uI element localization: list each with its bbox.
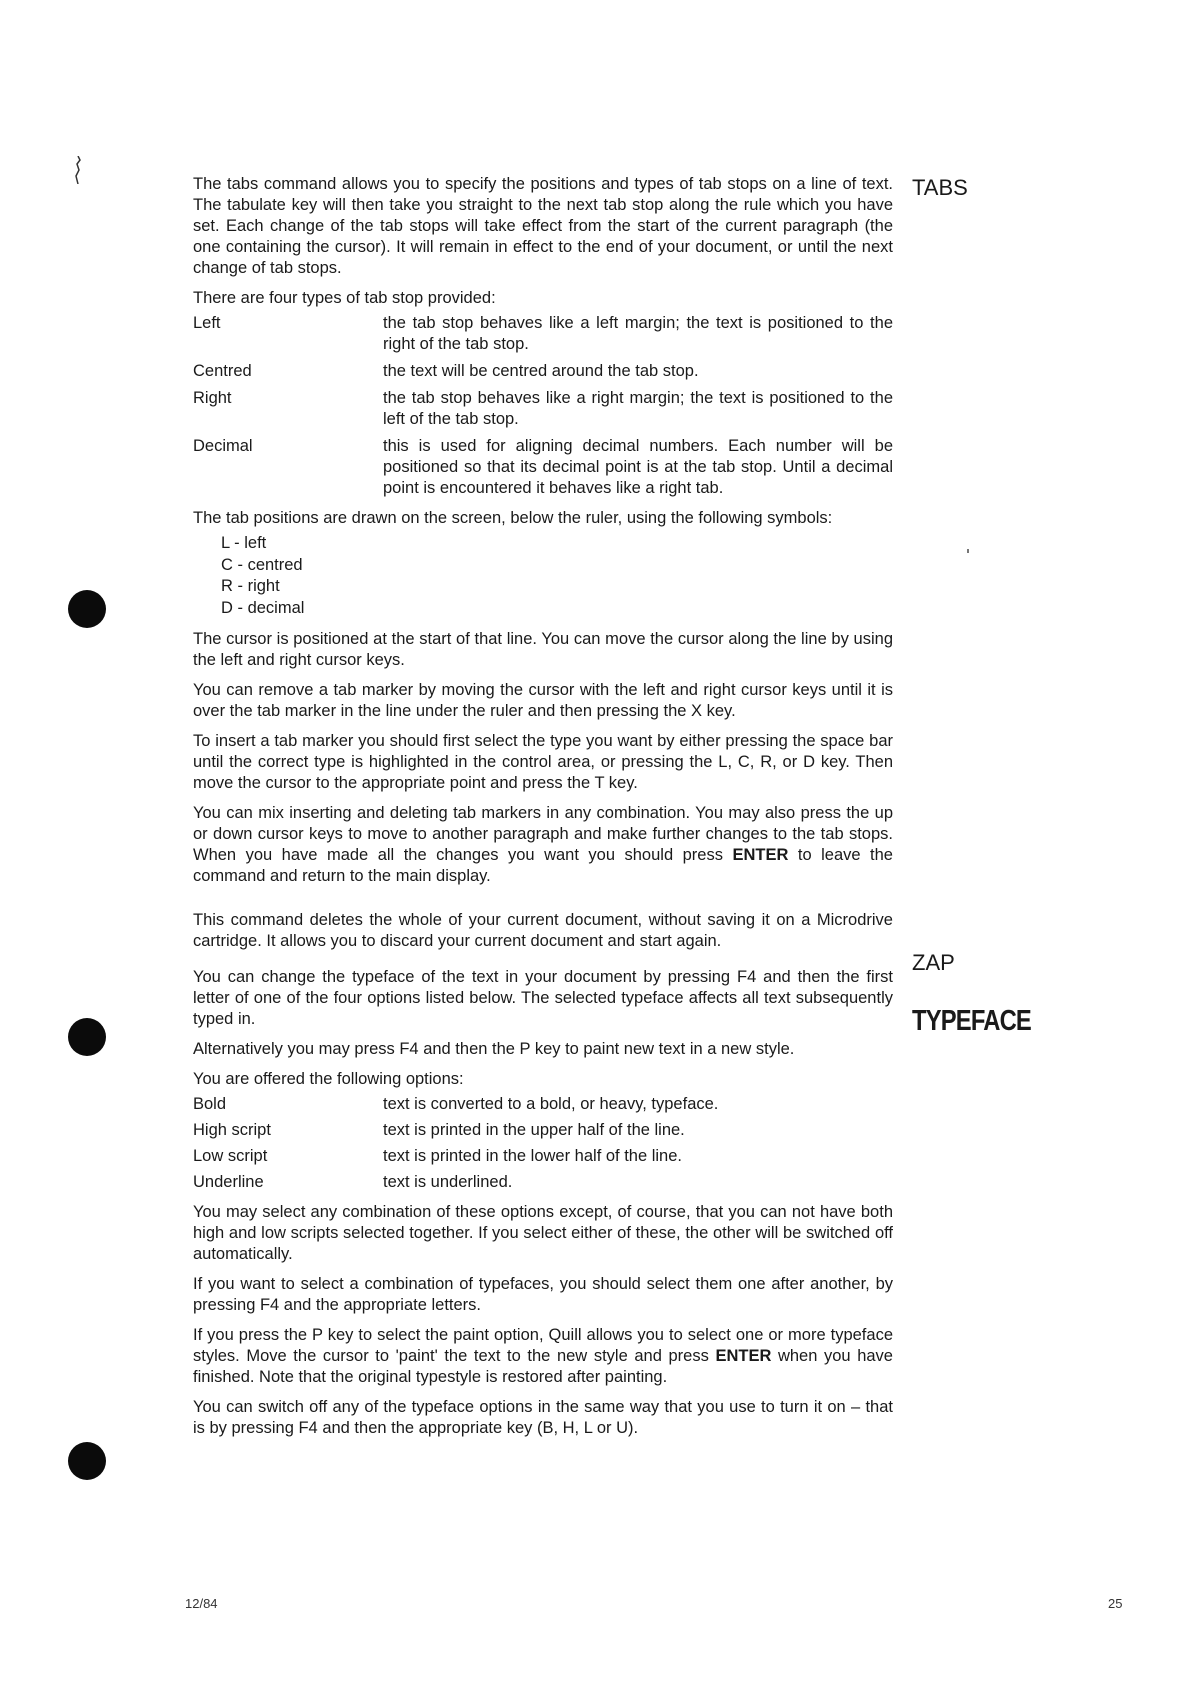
text-run: You can mix inserting and deleting tab markers in any combination. You may also press the up or down cursor keys to move to another paragraph and make further changes to the tab stops. When you have made all the changes you want you should press bbox=[193, 804, 893, 864]
tabs-cursor-para: The cursor is positioned at the start of that line. You can move the cursor along the line by using the left and right cursor keys. bbox=[193, 630, 893, 669]
tabs-symbols-intro: The tab positions are drawn on the screen, below the ruler, using the following symbols: bbox=[193, 509, 833, 527]
tab-symbol-item: L - left bbox=[221, 534, 267, 552]
typeface-option-term: Low script bbox=[193, 1147, 268, 1165]
tab-symbols-list bbox=[221, 533, 893, 619]
text-run: You can switch off any of the typeface options in the same way that you use to turn it on – that is by pressing bbox=[193, 1398, 893, 1437]
key-name: F4 bbox=[298, 1419, 318, 1437]
section-heading-tabs: TABS bbox=[912, 175, 968, 200]
page-number: 25 bbox=[1108, 1596, 1123, 1611]
tab-type-term: Right bbox=[193, 389, 232, 407]
typeface-option-term: Underline bbox=[193, 1173, 264, 1191]
tabs-mix-para bbox=[193, 803, 893, 887]
text-run: to leave the command and return to the main display. bbox=[193, 846, 893, 885]
tab-type-desc: the tab stop behaves like a left margin; the text is positioned to the right of the tab stop. bbox=[383, 314, 893, 353]
typeface-option-desc: text is converted to a bold, or heavy, typeface. bbox=[383, 1095, 719, 1113]
typeface-option-desc: text is underlined. bbox=[383, 1173, 513, 1191]
binder-hole-3 bbox=[68, 1442, 106, 1480]
tab-type-desc: the tab stop behaves like a right margin; the text is positioned to the left of the tab stop. bbox=[383, 389, 893, 428]
text-run: You can change the typeface of the text in your document by pressing bbox=[193, 968, 737, 986]
tab-symbol-item: R - right bbox=[221, 577, 280, 595]
typeface-option-row bbox=[193, 1172, 893, 1193]
typeface-options-list bbox=[193, 1094, 893, 1193]
tab-type-term: Decimal bbox=[193, 437, 253, 455]
tab-type-row bbox=[193, 313, 893, 355]
text-run: when you have finished. Note that the original typestyle is restored after painting. bbox=[193, 1347, 893, 1386]
binder-hole-1 bbox=[68, 590, 106, 628]
tabs-intro: The tabs command allows you to specify the positions and types of tab stops on a line of text. The tabulate key will then take you straight to the next tab stop along the rule which you have set. Each change of the tab stops will take effect from the start of the current paragraph (the one containing the cursor). It will remain in effect to the end of your document, or until the next change of tab stops. bbox=[193, 175, 893, 277]
tab-type-desc: this is used for aligning decimal numbers. Each number will be positioned so that its decimal point is at the tab stop. Until a decimal point is encountered it behaves like a right tab. bbox=[383, 437, 893, 497]
key-name: F4 bbox=[737, 968, 757, 986]
binder-hole-2 bbox=[68, 1018, 106, 1056]
text-run: If you want to select a combination of typefaces, you should select them one after another, by pressing bbox=[193, 1275, 893, 1314]
tabs-remove-para: You can remove a tab marker by moving the cursor with the left and right cursor keys until it is over the tab marker in the line under the ruler and then pressing the X key. bbox=[193, 681, 893, 720]
typeface-para-6 bbox=[193, 1325, 893, 1388]
typeface-option-row bbox=[193, 1120, 893, 1141]
key-name: ENTER bbox=[715, 1347, 772, 1365]
text-run: and then the P key to paint new text in a new style. bbox=[418, 1040, 795, 1058]
typeface-option-row bbox=[193, 1146, 893, 1167]
typeface-option-desc: text is printed in the upper half of the line. bbox=[383, 1121, 685, 1139]
typeface-para-1 bbox=[193, 967, 893, 1030]
tab-symbol-item: C - centred bbox=[221, 555, 303, 574]
text-run: and the appropriate letters. bbox=[279, 1296, 482, 1314]
tab-type-term: Left bbox=[193, 314, 221, 332]
typeface-option-row bbox=[193, 1094, 893, 1115]
tab-type-row bbox=[193, 388, 893, 430]
typeface-para-7 bbox=[193, 1397, 893, 1439]
tabs-insert-para: To insert a tab marker you should first select the type you want by either pressing the space bar until the correct type is highlighted in the control area, or pressing the L, C, R, or D key. Then move the cursor to the appropriate point and press the T key. bbox=[193, 732, 893, 792]
tab-symbol-item: D - decimal bbox=[221, 598, 305, 617]
tab-type-row bbox=[193, 361, 893, 382]
text-run: Alternatively you may press bbox=[193, 1040, 400, 1058]
tab-type-desc: the text will be centred around the tab stop. bbox=[383, 362, 699, 380]
scan-speck bbox=[967, 549, 969, 553]
typeface-para-3: You are offered the following options: bbox=[193, 1070, 464, 1088]
typeface-option-term: Bold bbox=[193, 1095, 227, 1113]
typeface-option-term: High script bbox=[193, 1121, 271, 1139]
typeface-para-2 bbox=[193, 1039, 893, 1060]
key-name: F4 bbox=[399, 1040, 419, 1058]
section-heading-typeface: TYPEFACE bbox=[912, 1005, 1031, 1037]
typeface-para-4: You may select any combination of these options except, of course, that you can not have both high and low scripts selected together. If you select either of these, the other will be switched off automatically. bbox=[193, 1203, 893, 1263]
key-name: ENTER bbox=[732, 846, 789, 864]
tab-type-term: Centred bbox=[193, 362, 252, 380]
text-run: If you press the P key to select the paint option, Quill allows you to select one or more typeface styles. Move the cursor to 'paint' the text to the new style and press bbox=[193, 1326, 893, 1365]
scan-mark bbox=[74, 156, 82, 184]
typeface-option-desc: text is printed in the lower half of the line. bbox=[383, 1147, 682, 1165]
text-run: and then the appropriate key (B, H, L or U). bbox=[317, 1419, 639, 1437]
key-name: F4 bbox=[259, 1296, 280, 1314]
tabs-types-intro: There are four types of tab stop provided: bbox=[193, 289, 496, 307]
tab-types-list bbox=[193, 313, 893, 499]
typeface-para-5 bbox=[193, 1274, 893, 1316]
text-run: and then the first letter of one of the four options listed below. The selected typeface affects all text subsequently typed in. bbox=[193, 968, 893, 1028]
zap-para: This command deletes the whole of your current document, without saving it on a Microdrive cartridge. It allows you to discard your current document and start again. bbox=[193, 911, 893, 950]
tab-type-row bbox=[193, 436, 893, 499]
section-heading-zap: ZAP bbox=[912, 950, 955, 975]
main-text bbox=[193, 174, 893, 1448]
footer-date: 12/84 bbox=[185, 1596, 218, 1611]
